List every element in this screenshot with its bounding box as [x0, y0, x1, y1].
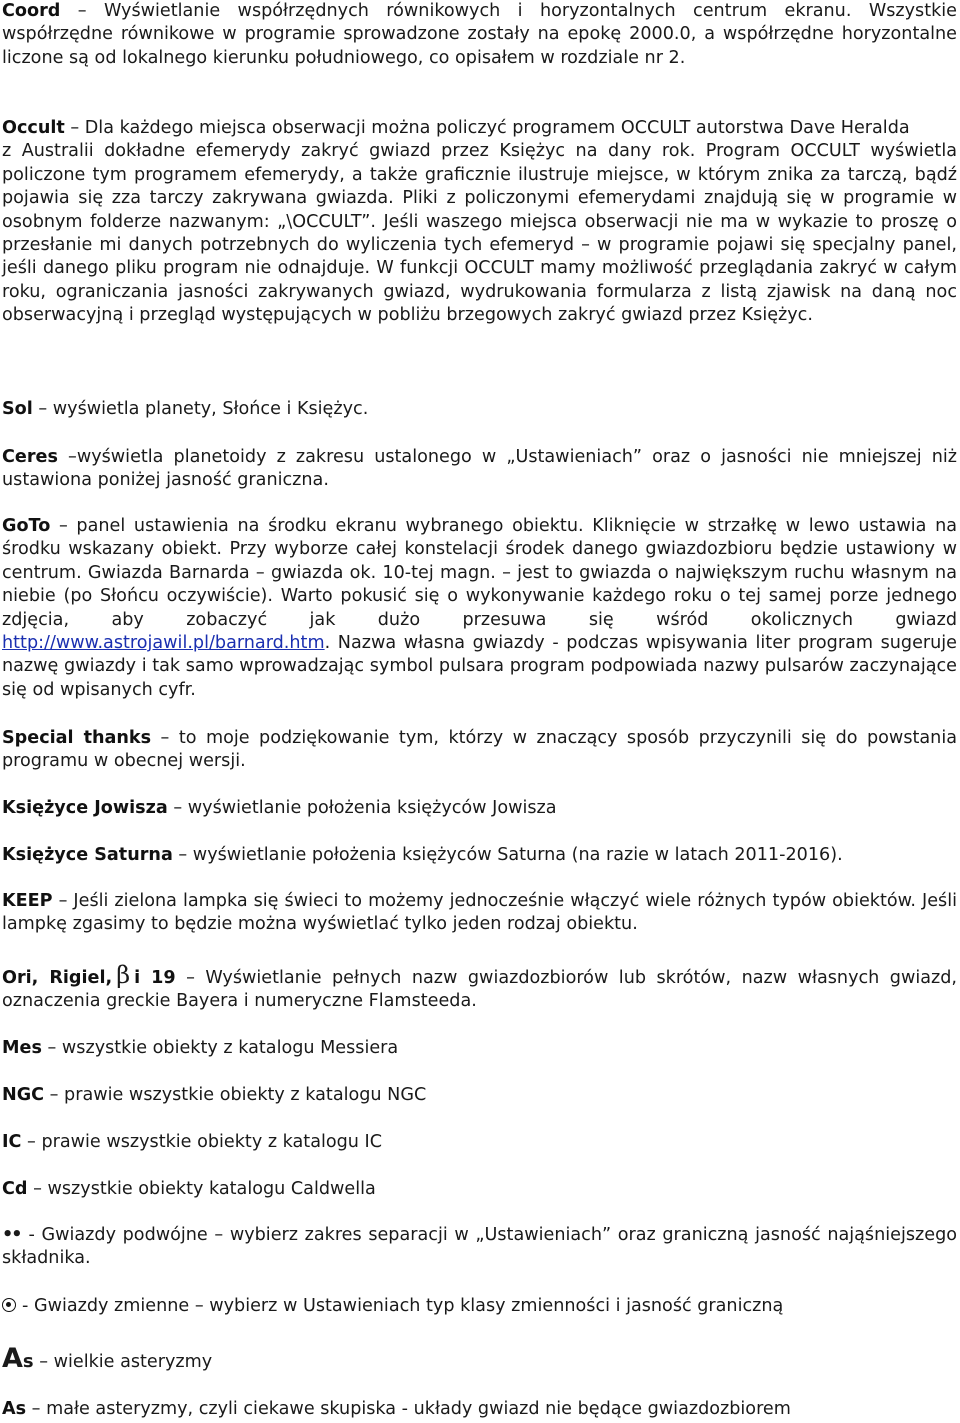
desc-ngc: – prawie wszystkie obiekty z katalogu NGC — [44, 1085, 427, 1105]
desc-saturn-moons: – wyświetlanie położenia księżyców Saturna (na razie w latach 2011-2016). — [172, 845, 843, 865]
desc-mes: – wszystkie obiekty z katalogu Messiera — [41, 1038, 399, 1058]
term-coord: Coord — [2, 1, 61, 21]
desc-names: – Wyświetlanie pełnych nazw gwiazdozbiorów lub skrótów, nazw własnych gwiazd, oznaczenia greckie Bayera i numeryczne Flamsteeda. — [2, 968, 958, 1012]
entry-saturn-moons — [2, 844, 957, 867]
desc-occult-b: z Australii dokładne efemerydy zakryć gwiazd przez Księżyc na dany rok. Program OCCULT wyświetla policzone tym programem efemerydy, a także graficznie ilustruje miejsce, w którym znika za tarczą, bądź pojawia się zza tarczy zakrywana gwiazda. Pliki z policzonymi efemerydami znajdują się w programie w osobnym folderze nazwanym: „\OCCULT”. Jeśli waszego miejsca obserwacji nie ma w wykazie to proszę o przesłanie mi danych potrzebnych do wyliczenia tych efemeryd – w programie pojawi się specjalny panel, jeśli danego pliku program nie odnajduje. W funkcji OCCULT mamy możliwość przeglądania zakryć w całym roku, ograniczania jasności zakrywanych gwiazd, wydrukowania formularza z listą zjawisk na daną noc obserwacyjną i przegląd występujących w pobliżu brzegowych zakryć gwiazd przez Księżyc. — [2, 141, 957, 326]
large-asterisms-symbol — [2, 1343, 34, 1374]
entry-variable-stars — [2, 1295, 957, 1318]
desc-goto-a: – panel ustawienia na środku ekranu wybranego obiektu. Kliknięcie w strzałkę w lewo ustawia na środku wskazany obiekt. Przy wyborze całej konstelacji środek danego gwiazdozbioru będzie ustawiony w centrum. Gwiazda Barnarda – gwiazda ok. 10-tej magn. – jest to gwiazda o największym ruchu własnym na niebie (po Słońcu oczywiście). Warto pokusić się o wykonywanie każdego roku o tej samej porze jednego zdjęcia, aby zobaczyć jak dużo przesuwa się wśród okolicznych gwiazd — [2, 516, 957, 630]
term-jupiter-moons: Księżyce Jowisza — [2, 798, 168, 818]
desc-goto-b: . Nazwa własna gwiazdy - podczas wpisywania liter program sugeruje nazwę gwiazdy i tak samo wprowadzając symbol pulsara program podpowiada nazwy pulsarów zaczynające się od wpisanych cyfr. — [2, 633, 957, 700]
entry-keep — [2, 890, 957, 937]
entry-large-asterisms — [2, 1344, 957, 1377]
desc-ceres: –wyświetla planetoidy z zakresu ustalonego w „Ustawieniach” oraz o jasności nie mniejszej niż ustawiona poniżej jasność graniczna. — [2, 447, 957, 491]
term-ic: IC — [2, 1132, 22, 1152]
term-goto: GoTo — [2, 516, 51, 536]
entry-double-stars — [2, 1224, 957, 1271]
entry-ceres — [2, 446, 957, 493]
desc-cd: – wszystkie obiekty katalogu Caldwella — [27, 1179, 376, 1199]
large-s-letter: s — [22, 1351, 34, 1372]
entry-cd — [2, 1178, 957, 1201]
large-a-letter: A — [2, 1343, 23, 1374]
term-sol: Sol — [2, 399, 33, 419]
desc-jupiter-moons: – wyświetlanie położenia księżyców Jowisza — [167, 798, 557, 818]
double-dot-icon: •• — [2, 1225, 21, 1245]
term-occult: Occult — [2, 118, 65, 138]
entry-ic — [2, 1131, 957, 1154]
term-ngc: NGC — [2, 1085, 45, 1105]
entry-ngc — [2, 1084, 957, 1107]
entry-coord — [2, 0, 957, 70]
beta-symbol: β — [116, 961, 131, 989]
term-special-thanks: Special thanks — [2, 728, 152, 748]
entry-sol — [2, 398, 957, 421]
term-mes: Mes — [2, 1038, 42, 1058]
desc-ic: – prawie wszystkie obiekty z katalogu IC — [21, 1132, 383, 1152]
entry-special-thanks — [2, 727, 957, 774]
desc-occult-a: – Dla każdego miejsca obserwacji można policzyć programem OCCULT autorstwa Dave Heralda — [64, 118, 910, 138]
desc-small-asterisms: – małe asteryzmy, czyli ciekawe skupiska - układy gwiazd nie będące gwiazdozbiorem — [26, 1399, 791, 1419]
term-names-a: Ori, Rigiel, — [2, 968, 113, 988]
desc-double-stars: - Gwiazdy podwójne – wybierz zakres separacji w „Ustawieniach” oraz graniczną jasność nająśniejszego składnika. — [2, 1225, 957, 1269]
desc-sol: – wyświetla planety, Słońce i Księżyc. — [32, 399, 369, 419]
entry-small-asterisms — [2, 1398, 957, 1421]
desc-variable-stars: - Gwiazdy zmienne – wybierz w Ustawieniach typ klasy zmienności i jasność graniczną — [22, 1296, 784, 1316]
term-small-asterisms: As — [2, 1399, 27, 1419]
term-cd: Cd — [2, 1179, 28, 1199]
term-saturn-moons: Księżyce Saturna — [2, 845, 173, 865]
entry-names — [2, 961, 958, 1014]
term-keep: KEEP — [2, 891, 53, 911]
barnard-link[interactable]: http://www.astrojawil.pl/barnard.htm — [2, 633, 325, 654]
desc-coord: – Wyświetlanie współrzędnych równikowych i horyzontalnych centrum ekranu. Wszystkie współrzędne równikowe w programie sprowadzone zostały na epokę 2000.0, a współrzędne horyzontalne liczone są od lokalnego kierunku południowego, co opisałem w rozdziale nr 2. — [2, 1, 957, 68]
desc-special-thanks: – to moje podziękowanie tym, którzy w znaczący sposób przyczynili się do powstania programu w obecnej wersji. — [2, 728, 957, 772]
entry-goto — [2, 515, 957, 702]
desc-keep: – Jeśli zielona lampka się świeci to możemy jednocześnie włączyć wiele różnych typów obiektów. Jeśli lampkę zgasimy to będzie można wyświetlać tylko jeden rodzaj obiektu. — [2, 891, 957, 935]
entry-jupiter-moons — [2, 797, 957, 820]
entry-occult — [2, 117, 957, 328]
variable-star-icon — [2, 1298, 16, 1312]
term-ceres: Ceres — [2, 447, 58, 467]
desc-large-asterisms: – wielkie asteryzmy — [33, 1352, 213, 1372]
entry-mes — [2, 1037, 957, 1060]
occult-first-line — [2, 117, 957, 140]
term-names-b: i 19 — [134, 968, 176, 988]
